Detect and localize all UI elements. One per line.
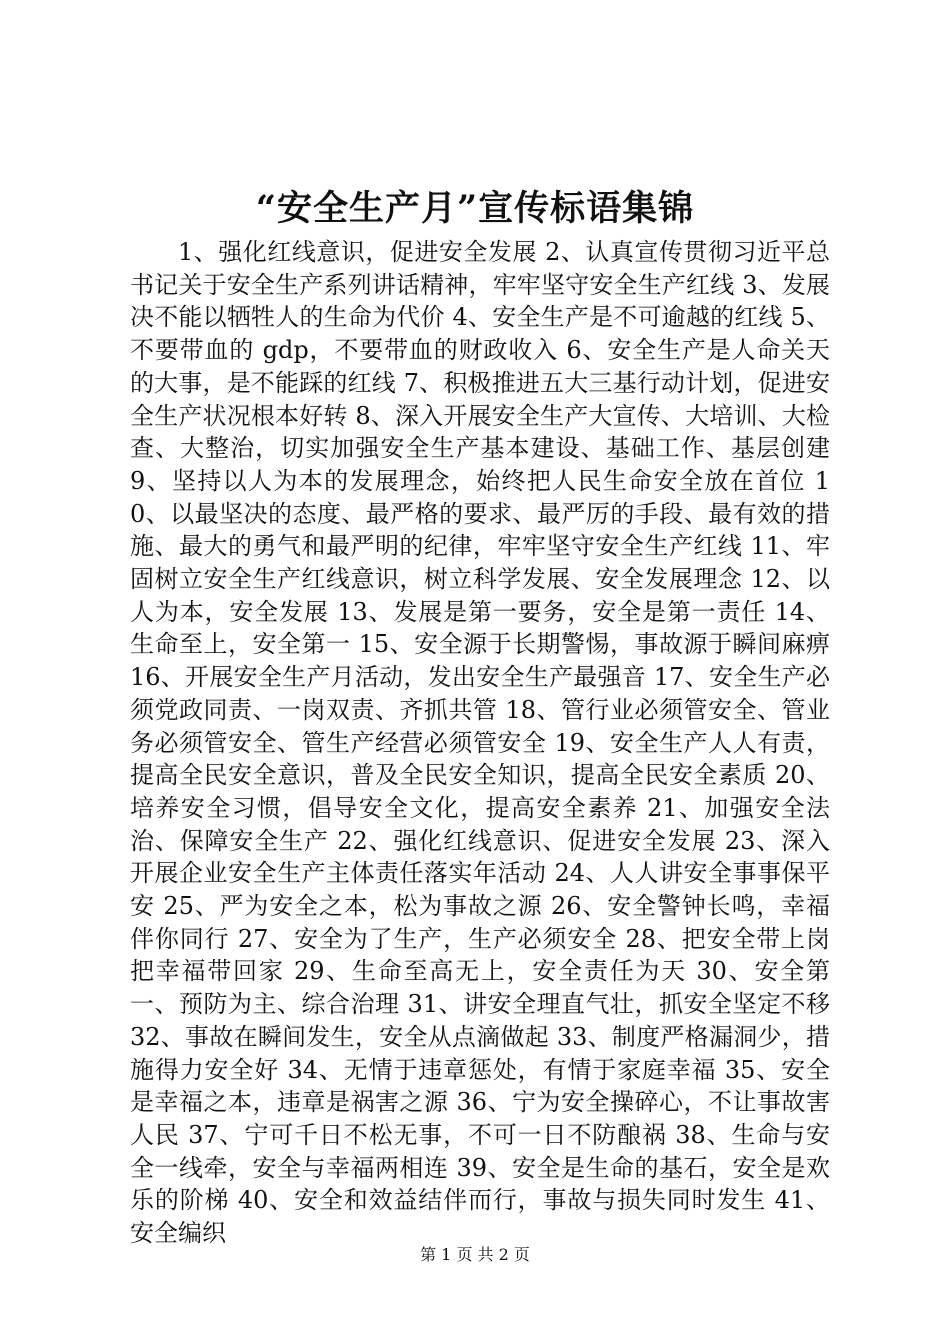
page-footer: 第 1 页 共 2 页 — [420, 1245, 530, 1264]
document-body: 1、强化红线意识，促进安全发展 2、认真宣传贯彻习近平总书记关于安全生产系列讲话精神，牢牢坚守安全生产红线 3、发展决不能以牺牲人的生命为代价 4、安全生产是不可逾越的红线 5、不要带血的 gdp，不要带血的财政收入 6、安全生产是人命关天的大事，是不能踩的红线 7、积极推进五大三基行动计划，促进安全生产状况根本好转 8、深入开展安全生产大宣传、大培训、大检查、大整治，切实加强安全生产基本建设、基础工作、基层创建 9、坚持以人为本的发展理念，始终把人民生命安全放在首位 10、以最坚决的态度、最严格的要求、最严厉的手段、最有效的措施、最大的勇气和最严明的纪律，牢牢坚守安全生产红线 11、牢固树立安全生产红线意识，树立科学发展、安全发展理念 12、以人为本，安全发展 13、发展是第一要务，安全是第一责任 14、生命至上，安全第一 15、安全源于长期警惕，事故源于瞬间麻痹 16、开展安全生产月活动，发出安全生产最强音 17、安全生产必须党政同责、一岗双责、齐抓共管 18、管行业必须管安全、管业务必须管安全、管生产经营必须管安全 19、安全生产人人有责，提高全民安全意识，普及全民安全知识，提高全民安全素质 20、培养安全习惯，倡导安全文化，提高安全素养 21、加强安全法治、保障安全生产 22、强化红线意识、促进安全发展 23、深入开展企业安全生产主体责任落实年活动 24、人人讲安全事事保平安 25、严为安全之本，松为事故之源 26、安全警钟长鸣，幸福伴你同行 27、安全为了生产，生产必须安全 28、把安全带上岗把幸福带回家 29、生命至高无上，安全责任为天 30、安全第一、预防为主、综合治理 31、讲安全理直气壮，抓安全坚定不移 32、事故在瞬间发生，安全从点滴做起 33、制度严格漏洞少，措施得力安全好 34、无情于违章惩处，有情于家庭幸福 35、安全是幸福之本，违章是祸害之源 36、宁为安全操碎心，不让事故害人民 37、宁可千日不松无事，不可一日不防酿祸 38、生命与安全一线牵，安全与幸福两相连 39、安全是生命的基石，安全是欢乐的阶梯 40、安全和效益结伴而行，事故与损失同时发生 41、安全编织 — [130, 238, 830, 1248]
document-title: “安全生产月”宣传标语集锦 — [255, 188, 695, 229]
